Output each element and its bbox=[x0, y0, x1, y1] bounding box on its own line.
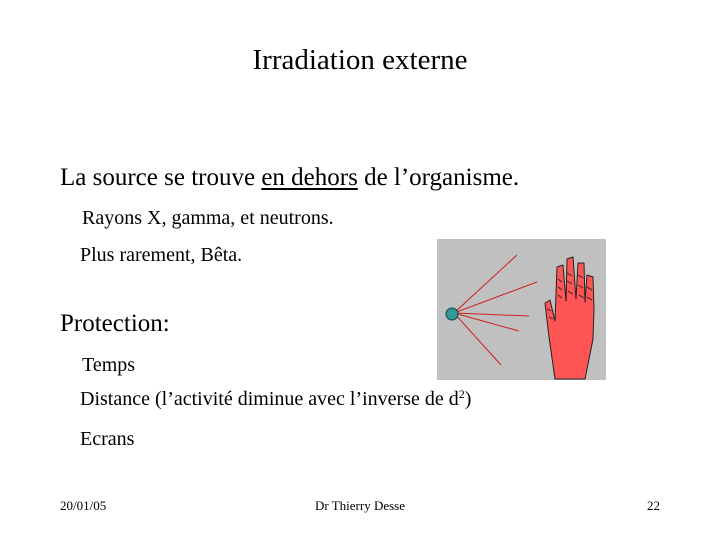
footer-author: Dr Thierry Desse bbox=[314, 498, 405, 513]
distance-exponent: 2 bbox=[458, 387, 465, 401]
intro-emphasis: en dehors bbox=[261, 164, 358, 191]
protection-item-temps: Temps bbox=[82, 354, 136, 376]
radiation-source-icon bbox=[446, 308, 458, 320]
intro-text-before: La source se trouve bbox=[60, 164, 262, 191]
protection-heading: Protection: bbox=[60, 310, 170, 337]
protection-item-distance bbox=[80, 388, 471, 411]
distance-close: ) bbox=[464, 388, 472, 410]
external-irradiation-illustration bbox=[437, 239, 606, 380]
intro-line bbox=[60, 164, 519, 192]
distance-text: Distance (l’activité diminue avec l’inverse de d bbox=[80, 388, 459, 410]
footer-page-number: 22 bbox=[647, 498, 660, 513]
source-item-rayons: Rayons X, gamma, et neutrons. bbox=[82, 207, 334, 229]
protection-item-ecrans: Ecrans bbox=[80, 428, 135, 450]
footer-date: 20/01/05 bbox=[60, 498, 107, 513]
slide-title: Irradiation externe bbox=[252, 44, 468, 76]
intro-text-after: de l’organisme. bbox=[357, 164, 520, 191]
source-item-beta: Plus rarement, Bêta. bbox=[80, 244, 243, 266]
